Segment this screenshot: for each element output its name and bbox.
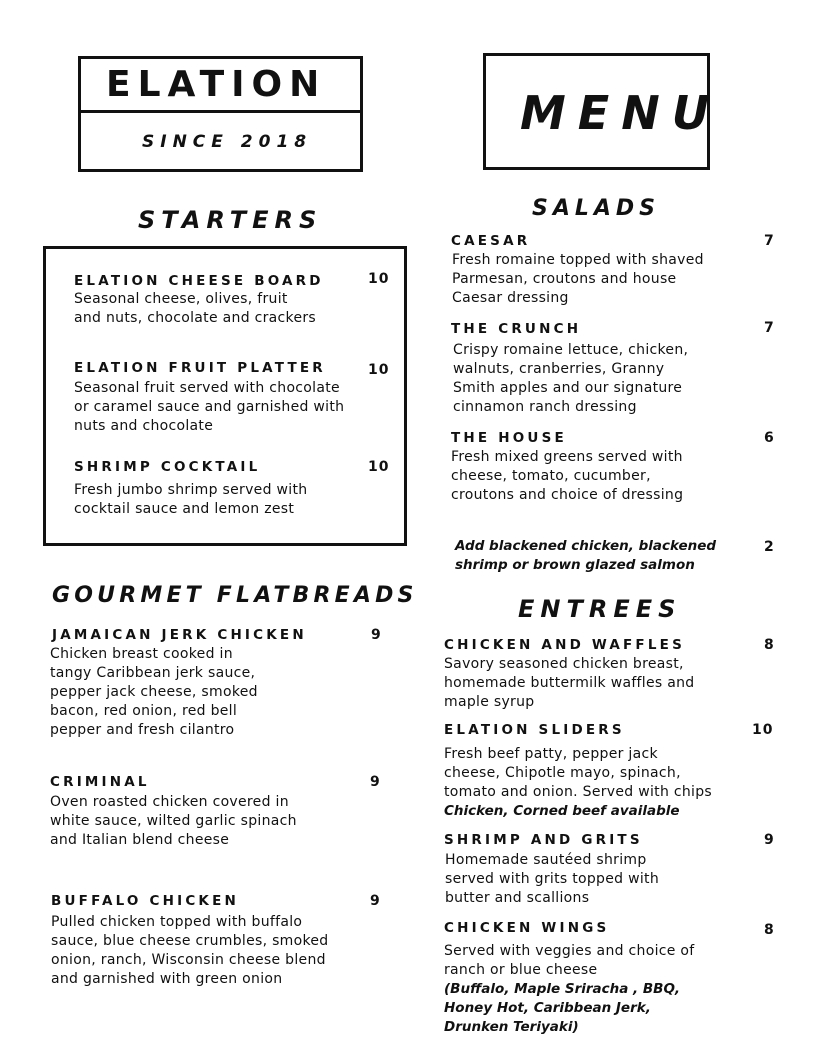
flatbread-price: 9: [370, 893, 381, 909]
salads-title: SALADS: [532, 196, 661, 221]
flatbread-price: 9: [370, 774, 381, 790]
flatbreads-title: GOURMET FLATBREADS: [52, 583, 418, 608]
brand-divider: [78, 110, 363, 113]
entree-name: SHRIMP AND GRITS: [444, 832, 643, 848]
salad-name: THE HOUSE: [451, 430, 567, 446]
entree-price: 10: [752, 722, 774, 738]
starter-name: SHRIMP COCKTAIL: [74, 459, 261, 475]
entree-note: (Buffalo, Maple Sriracha , BBQ, Honey Hot, Caribbean Jerk, Drunken Teriyaki): [444, 981, 681, 1035]
starter-name: ELATION CHEESE BOARD: [74, 273, 324, 289]
salad-desc: Fresh romaine topped with shaved Parmesan, croutons and house Caesar dressing: [452, 252, 704, 306]
starter-desc: Seasonal fruit served with chocolate or caramel sauce and garnished with nuts and chocolate: [74, 380, 345, 434]
entree-desc: Fresh beef patty, pepper jack cheese, Chipotle mayo, spinach, tomato and onion. Served with chips: [444, 746, 713, 800]
salad-addon: Add blackened chicken, blackened shrimp or brown glazed salmon: [455, 538, 717, 573]
starter-price: 10: [368, 362, 390, 378]
starter-desc: Seasonal cheese, olives, fruit and nuts, chocolate and crackers: [74, 291, 317, 326]
flatbread-name: BUFFALO CHICKEN: [51, 893, 240, 909]
salad-desc: Fresh mixed greens served with cheese, tomato, cucumber, croutons and choice of dressing: [451, 449, 684, 503]
flatbread-desc: Oven roasted chicken covered in white sauce, wilted garlic spinach and Italian blend cheese: [50, 794, 297, 848]
flatbread-desc: Pulled chicken topped with buffalo sauce, blue cheese crumbles, smoked onion, ranch, Wisconsin cheese blend and garnished with green onion: [51, 914, 329, 987]
menu-title: MENU: [520, 86, 722, 140]
entree-note: Chicken, Corned beef available: [444, 803, 680, 819]
salad-name: CAESAR: [451, 233, 531, 249]
flatbread-price: 9: [371, 627, 382, 643]
entree-price: 8: [764, 637, 775, 653]
entree-desc: Homemade sautéed shrimp served with grits topped with butter and scallions: [445, 852, 659, 906]
salad-price: 7: [764, 233, 775, 249]
flatbread-desc: Chicken breast cooked in tangy Caribbean jerk sauce, pepper jack cheese, smoked bacon, red onion, red bell pepper and fresh cilantro: [50, 646, 258, 738]
salad-name: THE CRUNCH: [451, 321, 582, 337]
brand-name: ELATION: [106, 64, 327, 105]
brand-since: SINCE 2018: [142, 132, 313, 152]
entree-name: CHICKEN WINGS: [444, 920, 610, 936]
entree-desc: Savory seasoned chicken breast, homemade buttermilk waffles and maple syrup: [444, 656, 695, 710]
salad-addon-price: 2: [764, 539, 775, 555]
entrees-title: ENTREES: [518, 595, 682, 623]
entree-name: CHICKEN AND WAFFLES: [444, 637, 685, 653]
flatbread-name: JAMAICAN JERK CHICKEN: [52, 627, 307, 643]
entree-name: ELATION SLIDERS: [444, 722, 625, 738]
salad-price: 6: [764, 430, 775, 446]
starters-title: STARTERS: [138, 206, 323, 234]
salad-price: 7: [764, 320, 775, 336]
starter-desc: Fresh jumbo shrimp served with cocktail sauce and lemon zest: [74, 482, 308, 517]
starter-price: 10: [368, 459, 390, 475]
starter-name: ELATION FRUIT PLATTER: [74, 360, 326, 376]
entree-price: 9: [764, 832, 775, 848]
entree-price: 8: [764, 922, 775, 938]
salad-desc: Crispy romaine lettuce, chicken, walnuts, cranberries, Granny Smith apples and our signature cinnamon ranch dressing: [453, 342, 689, 415]
starter-price: 10: [368, 271, 390, 287]
flatbread-name: CRIMINAL: [50, 774, 150, 790]
entree-desc: Served with veggies and choice of ranch or blue cheese: [444, 943, 695, 978]
